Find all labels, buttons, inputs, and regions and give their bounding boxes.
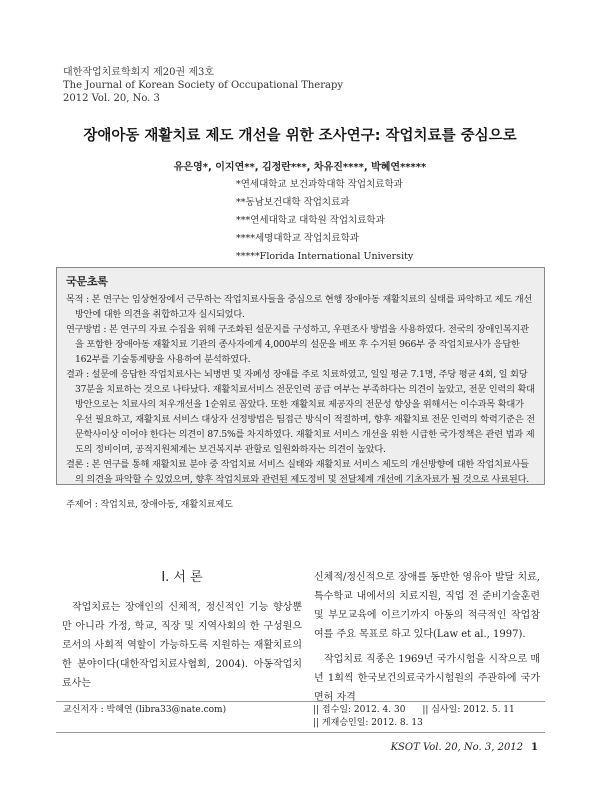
body-paragraph: 신체적/정신적으로 장애를 동반한 영유아 발달 치료, 특수학교 내에서의 치료지원, 직업 전 준비기술훈련 및 부모교육에 이르기까지 아동의 적극적인 작업참여를 주요 목표로 하고 있다(Law et al., 1997). <box>314 572 540 640</box>
submission-dates <box>313 704 529 730</box>
journal-volume: 2012 Vol. 20, No. 3 <box>63 93 160 104</box>
page-footer <box>391 742 538 753</box>
affiliation-5: *****Florida International University <box>236 251 414 262</box>
paper-title: 장애아동 재활치료 제도 개선을 위한 조사연구: 작업치료를 중심으로 <box>83 128 517 144</box>
journal-header <box>63 66 343 105</box>
abstract-results: 결과 : 설문에 응답한 작업치료사는 뇌병변 및 자폐성 장애를 주로 치료하였고, 일일 평균 7.1명, 주당 평균 4회, 일 회당 37분을 치료하는 것으로 나타났다. 재활치료서비스 전문인력 공급 여부는 부족하다는 의견이 높았고, 전문 인력의 확대방안으로는 치료사의 처우개선을 1순위로 꼽았다. 또한 재활치료 제공자의 전문성 향상을 위해서는 이수과목 확대가 우선 필요하고, 재활치료 서비스 대상자 선정방법은 팀접근 방식이 적절하며, 향후 재활치료 전문 인력의 학력기준은 전문학사이상 이어야 한다는 의견이 87.5%를 차지하였다. 재활치료 서비스 개선을 위한 시급한 국가정책은 관련 법과 제도의 정비이며, 공적지원체계는 보건복지부 관할로 일원화하자는 의견이 높았다. <box>66 369 535 455</box>
page-number: 1 <box>531 742 538 753</box>
journal-citation: KSOT Vol. 20, No. 3, 2012 <box>390 742 524 753</box>
abstract-methods: 연구방법 : 본 연구의 자료 수집을 위해 구조화된 설문지를 구성하고, 우편조사 방법을 사용하였다. 전국의 장애인복지관을 포함한 장애아동 재활치료 기관의 종사자에게 4,000부의 설문을 배포 후 수거된 966부 중 작업치료사가 응답한 162부를 기술통계량을 사용하여 분석하였다. <box>66 324 529 365</box>
reviewed-date: || 심사일: 2012. 5. 11 <box>422 705 515 715</box>
accepted-date: || 게재승인일: 2012. 8. 13 <box>313 718 423 728</box>
section-heading-introduction: Ⅰ. 서 론 <box>161 570 203 585</box>
affiliation-4: ****세명대학교 작업치료학과 <box>236 233 359 244</box>
body-column-left <box>62 598 302 693</box>
body-paragraph: 작업치료 직종은 1969년 국가시험을 시작으로 매년 1회씩 한국보건의료국가시험원의 주관하에 국가면허 자격 <box>314 654 540 703</box>
affiliation-3: ***연세대학교 대학원 작업치료학과 <box>236 215 385 226</box>
abstract-keywords: 주제어 : 작업치료, 장애아동, 재활치료제도 <box>66 499 233 510</box>
abstract-heading: 국문초록 <box>66 275 108 288</box>
received-date: || 접수일: 2012. 4. 30 <box>313 705 406 715</box>
abstract-purpose: 목적 : 본 연구는 임상현장에서 근무하는 작업치료사들을 중심으로 현행 장애아동 재활치료의 실태를 파악하고 제도 개선방안에 대한 의견을 취합하고자 실시되었다. <box>66 294 533 320</box>
affiliation-list <box>236 176 413 266</box>
author-list: 유은영*, 이지연**, 김정란***, 차유진****, 박혜연***** <box>173 162 427 173</box>
body-column-right <box>314 568 540 707</box>
abstract-box <box>56 267 545 510</box>
footnote-box <box>56 701 545 733</box>
body-paragraph: 작업치료는 장애인의 신체적, 정신적인 기능 향상뿐만 아니라 가정, 학교, 직장 및 지역사회의 한 구성원으로서의 사회적 역할이 가능하도록 지원하는 재활치료의 한 분야이다(대한작업치료사협회, 2004). 아동작업치료사는 <box>62 602 302 689</box>
journal-korean-name: 대한작업치료학회지 제20권 제3호 <box>63 67 215 78</box>
journal-english-name: The Journal of Korean Society of Occupational Therapy <box>63 80 344 91</box>
corresponding-author: 교신저자 : 박혜연 (libra33@nate.com) <box>63 705 227 715</box>
abstract-conclusion: 결론 : 본 연구를 통해 재활치료 분야 중 작업치료 서비스 실태와 재활치료 서비스 제도의 개선방향에 대한 작업치료사들의 의견을 파악할 수 있었으며, 향후 작업치료와 관련된 제도정비 및 전달체계 개선에 기초자료가 될 것으로 사료된다. <box>66 459 529 485</box>
affiliation-2: **동남보건대학 작업치료과 <box>236 197 350 208</box>
affiliation-1: *연세대학교 보건과학대학 작업치료학과 <box>236 179 403 190</box>
